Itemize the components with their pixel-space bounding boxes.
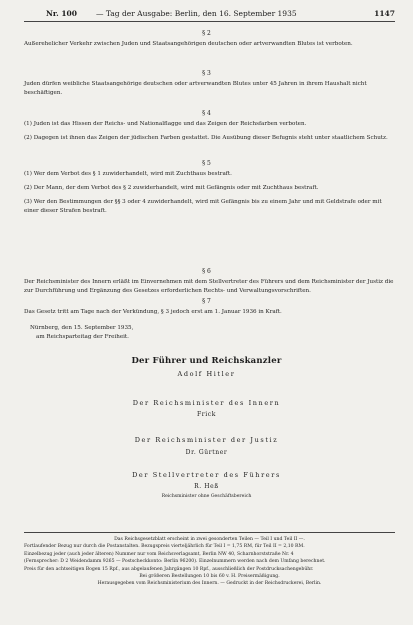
signatory-4-note: Reichsminister ohne Geschäftsbereich [161,494,252,499]
issue-number: Nr. 100 [46,9,77,18]
section-5-para-3: (3) Wer den Bestimmungen der §§ 3 oder 4 zuwiderhandelt, wird mit Gefängnis bis zu einem Jahr und mit Geldstrafe oder mit einer dieser Strafen bestraft. [24,199,382,214]
issue-date: — Tag der Ausgabe: Berlin, den 16. September 1935 [96,9,297,18]
signatory-1-title: Der Führer und Reichskanzler [131,356,282,366]
footer-line-1: Das Reichsgesetzblatt erscheint in zwei gesonderten Teilen — Teil I und Teil II —. [114,537,305,542]
signing-occasion: am Reichsparteitag der Freiheit. [36,334,129,340]
section-5-para-2: (2) Der Mann, der dem Verbot des § 2 zuwiderhandelt, wird mit Gefängnis oder mit Zuchthaus bestraft. [24,185,319,191]
page-number: 1147 [374,9,395,18]
signatory-4-title: Der Stellvertreter des Führers [132,471,281,479]
footer-line-5: Preis für den achtseitigen Bogen 15 Rpf., aus abgelaufenen Jahrgängen 10 Rpf., ausschließlich der Postdrucksachengebühr. [24,566,314,572]
section-6-text: Der Reichsminister des Innern erläßt im Einvernehmen mit dem Stellvertreter des Führers und dem Reichsminister der Justiz die zur Durchführung und Ergänzung des Gesetzes erforderlichen Rechts- und Verwaltungsvorschriften. [24,279,394,294]
section-3-text: Juden dürfen weibliche Staatsangehörige deutschen oder artverwandten Blutes unter 45 Jahren in ihrem Haushalt nicht beschäftigen. [24,81,367,96]
footer-line-6: Bei größeren Bestellungen 10 bis 60 v. H. Preisermäßigung. [139,574,280,580]
signatory-1-name: Adolf Hitler [177,370,236,378]
section-2-text: Außerehelicher Verkehr zwischen Juden und Staatsangehörigen deutschen oder artverwandten Blutes ist verboten. [24,41,353,47]
section-4-para-1: (1) Juden ist das Hissen der Reichs- und Nationalflagge und das Zeigen der Reichsfarben verboten. [24,121,307,127]
section-4-para-2: (2) Dagegen ist ihnen das Zeigen der jüdischen Farben gestattet. Die Ausübung dieser Befugnis steht unter staatlichem Schutz. [24,135,388,141]
section-5-para-1: (1) Wer dem Verbot des § 1 zuwiderhandelt, wird mit Zuchthaus bestraft. [24,171,232,177]
signatory-4-name: R. Heß [194,483,219,490]
signing-place-date: Nürnberg, den 15. September 1935, [30,325,134,331]
signatory-2-name: Frick [197,411,216,418]
signatory-3-title: Der Reichsminister der Justiz [134,436,279,444]
footer-line-4: (Fernsprecher: D 2 Weidendamm 9265 — Postscheckkonto: Berlin 96200). Einzelnummern werden nach dem Umfang berechnet. [24,559,326,565]
section-4-heading: § 4 [202,110,211,117]
signatory-2-title: Der Reichsminister des Innern [132,399,281,407]
signatory-3-name: Dr. Gürtner [185,449,228,456]
section-6-heading: § 6 [202,268,211,275]
page-header [24,9,395,22]
section-5-heading: § 5 [202,160,211,167]
publication-footer [24,532,395,588]
footer-line-2: Fortlaufender Bezug nur durch die Postanstalten. Bezugspreis vierteljährlich für Teil I = 1,75 RM, für Teil II = 2,10 RM. [24,544,305,550]
section-3-heading: § 3 [202,70,211,77]
section-2-heading: § 2 [202,30,211,37]
section-7-text: Das Gesetz tritt am Tage nach der Verkündung, § 3 jedoch erst am 1. Januar 1936 in Kraft. [24,309,282,315]
footer-line-7: Herausgegeben vom Reichsministerium des Innern. — Gedruckt in der Reichsdruckerei, Berlin. [97,581,322,587]
section-7-heading: § 7 [202,298,211,305]
footer-line-3: Einzelbezug jeder (auch jeder älteren) Nummer nur vom Reichsverlagsamt, Berlin NW 40, Scharnhorststraße Nr. 4 [24,551,294,557]
